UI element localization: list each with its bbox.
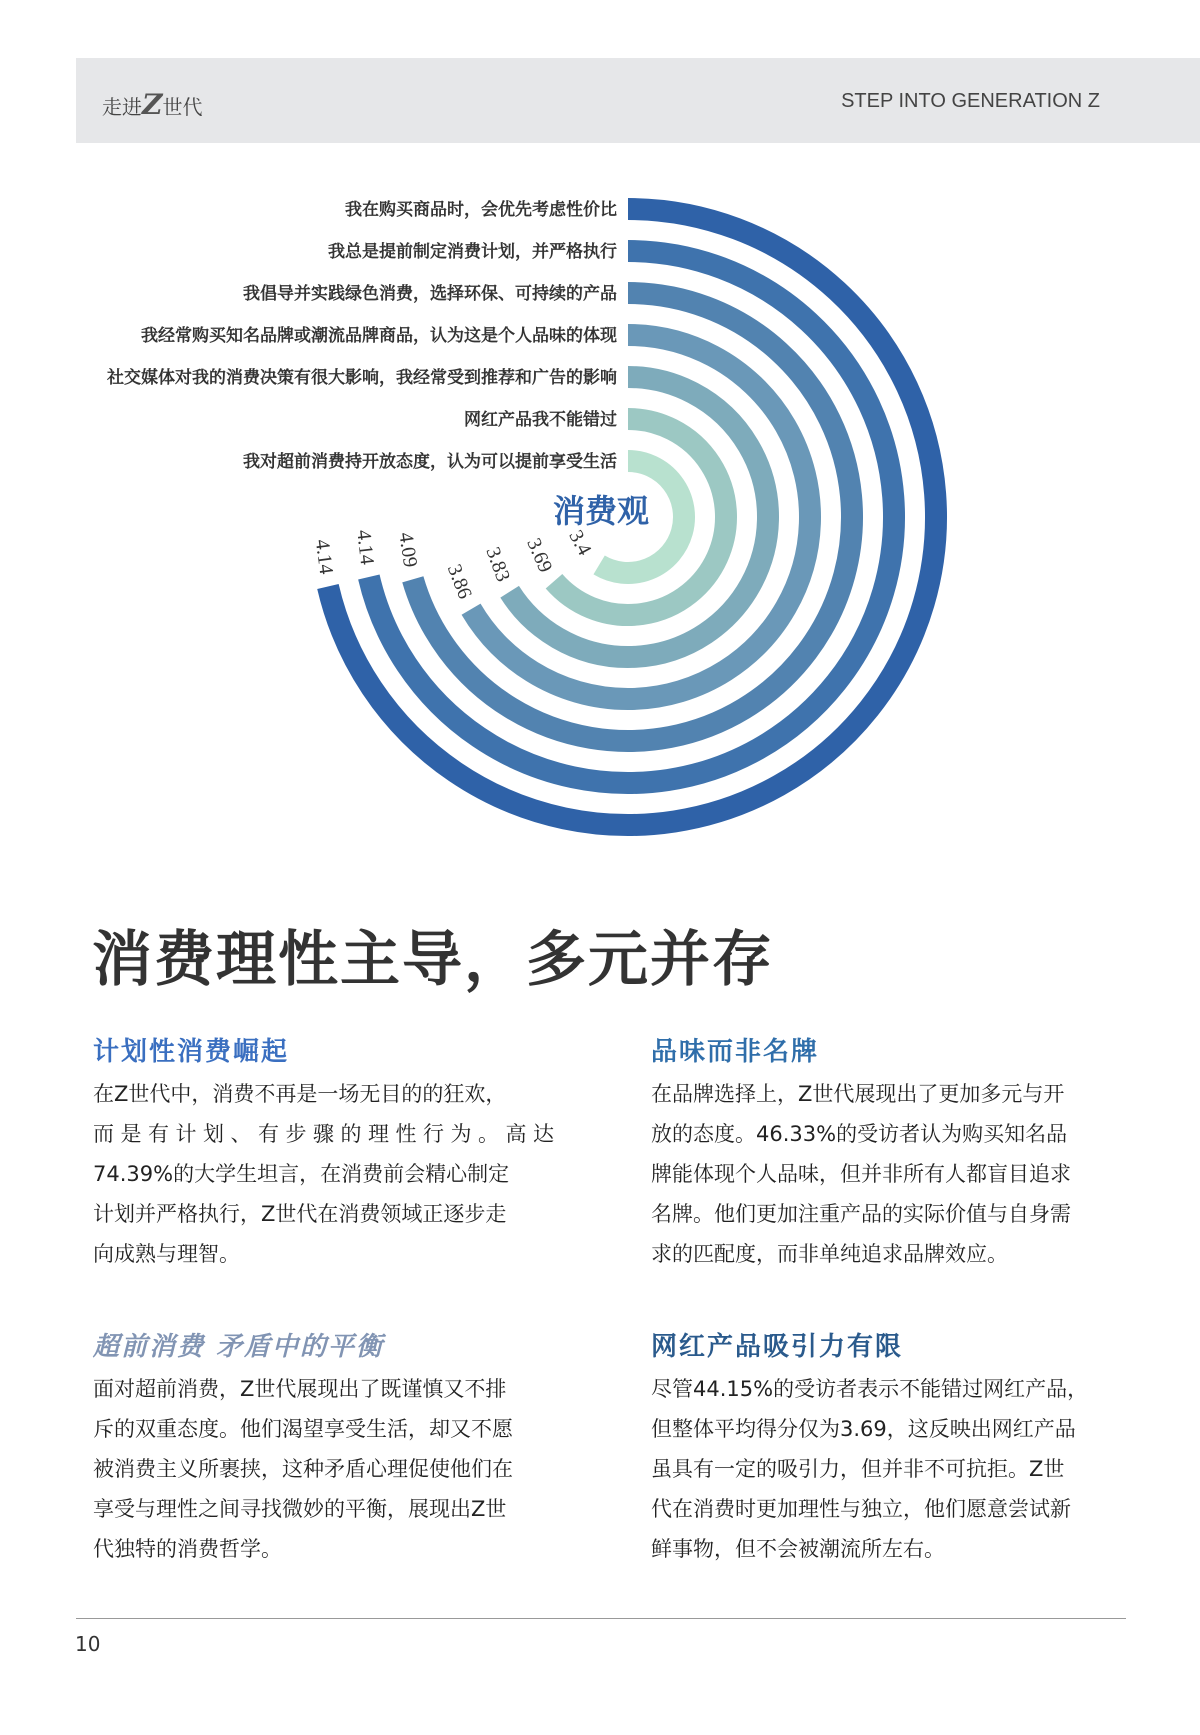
- body-line: 代在消费时更加理性与独立，他们愿意尝试新: [651, 1497, 1071, 1521]
- value-label: 3.4: [564, 526, 596, 560]
- body-line: 放的态度。46.33%的受访者认为购买知名品: [651, 1122, 1068, 1146]
- body-line: 而是有计划、有步骤的理性行为。高达: [93, 1122, 561, 1146]
- body-line: 在Z世代中，消费不再是一场无目的的狂欢，: [93, 1082, 507, 1106]
- section-heading: 超前消费 矛盾中的平衡: [93, 1332, 385, 1362]
- section-heading: 网红产品吸引力有限: [651, 1332, 904, 1362]
- category-label: 我倡导并实践绿色消费，选择环保、可持续的产品: [243, 284, 617, 304]
- page-number: 10: [75, 1632, 101, 1656]
- body-line: 享受与理性之间寻找微妙的平衡，展现出Z世: [93, 1497, 507, 1521]
- body-line: 虽具有一定的吸引力，但并非不可抗拒。Z世: [651, 1457, 1065, 1481]
- value-label: 3.86: [442, 561, 476, 602]
- section-body: [651, 1369, 1121, 1569]
- body-line: 求的匹配度，而非单纯追求品牌效应。: [651, 1242, 1008, 1266]
- category-label: 网红产品我不能错过: [464, 410, 617, 430]
- body-line: 斥的双重态度。他们渴望享受生活，却又不愿: [93, 1417, 513, 1441]
- header-english-title: STEP INTO GENERATION Z: [841, 90, 1100, 112]
- section-influencer-products: [651, 1325, 1121, 1569]
- body-line: 74.39%的大学生坦言，在消费前会精心制定: [93, 1162, 510, 1186]
- main-title: 消费理性主导，多元并存: [92, 925, 774, 995]
- category-label: 我经常购买知名品牌或潮流品牌商品，认为这是个人品味的体现: [141, 326, 617, 346]
- body-line: 牌能体现个人品味，但并非所有人都盲目追求: [651, 1162, 1071, 1186]
- body-line: 在品牌选择上，Z世代展现出了更加多元与开: [651, 1082, 1065, 1106]
- value-label: 4.09: [394, 530, 422, 569]
- section-planned-consumption: [93, 1030, 563, 1274]
- category-label: 我总是提前制定消费计划，并严格执行: [328, 242, 617, 262]
- header-brand-post: 世代: [162, 95, 203, 119]
- footer-divider: [76, 1618, 1126, 1619]
- body-line: 代独特的消费哲学。: [93, 1537, 282, 1561]
- body-line: 尽管44.15%的受访者表示不能错过网红产品，: [651, 1377, 1089, 1401]
- section-heading: 品味而非名牌: [651, 1037, 820, 1067]
- category-label: 我对超前消费持开放态度，认为可以提前享受生活: [243, 452, 617, 472]
- body-line: 名牌。他们更加注重产品的实际价值与自身需: [651, 1202, 1071, 1226]
- body-line: 计划并严格执行，Z世代在消费领域正逐步走: [93, 1202, 507, 1226]
- section-taste-not-brand: [651, 1030, 1121, 1274]
- value-label: 3.69: [522, 534, 557, 576]
- section-body: [93, 1369, 563, 1569]
- category-label: 社交媒体对我的消费决策有很大影响，我经常受到推荐和广告的影响: [107, 368, 617, 388]
- value-label: 4.14: [310, 537, 338, 576]
- section-heading: 计划性消费崛起: [93, 1037, 290, 1067]
- body-line: 但整体平均得分仅为3.69，这反映出网红产品: [651, 1417, 1076, 1441]
- body-line: 被消费主义所裹挟，这种矛盾心理促使他们在: [93, 1457, 513, 1481]
- value-label: 3.83: [481, 544, 515, 585]
- section-body: [651, 1074, 1121, 1274]
- category-label: 我在购买商品时，会优先考虑性价比: [345, 200, 617, 220]
- chart-title: 消费观: [552, 492, 650, 530]
- header-brand-z: Z: [142, 88, 163, 121]
- header-brand-pre: 走进: [102, 95, 142, 119]
- value-label: 4.14: [352, 528, 379, 566]
- body-line: 向成熟与理智。: [93, 1242, 240, 1266]
- section-advance-consumption: [93, 1325, 563, 1569]
- body-line: 鲜事物，但不会被潮流所左右。: [651, 1537, 945, 1561]
- body-line: 面对超前消费，Z世代展现出了既谨慎又不排: [93, 1377, 507, 1401]
- section-body: [93, 1074, 563, 1274]
